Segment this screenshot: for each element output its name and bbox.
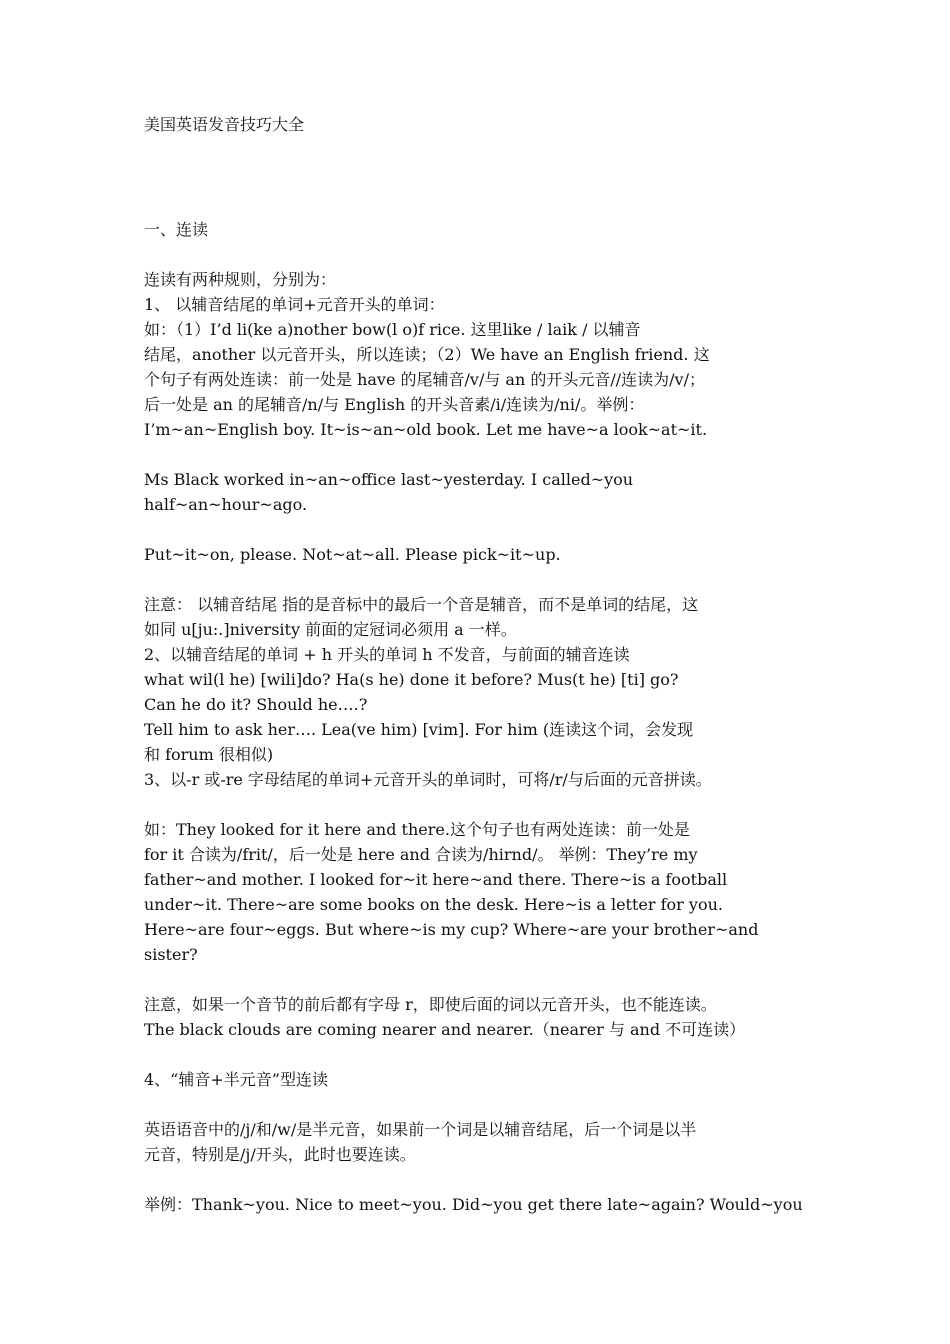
text-line: 3、以-r 或-re 字母结尾的单词+元音开头的单词时，可将/r/与后面的元音拼读。 [144, 770, 712, 789]
text-line: Put~it~on, please. Not~at~all. Please pick~it~up. [144, 545, 561, 564]
blank-line [144, 1092, 814, 1117]
document-page [144, 112, 814, 1217]
text-line: 连读有两种规则，分别为： [144, 270, 337, 289]
blank-line [144, 567, 814, 592]
text-line: 举例：Thank~you. Nice to meet~you. Did~you get there late~again? Would~you [144, 1195, 803, 1214]
text-line: sister? [144, 945, 198, 964]
text-line: 个句子有两处连读：前一处是 have 的尾辅音/v/与 an 的开头元音//连读为/v/； [144, 370, 705, 389]
text-line: The black clouds are coming nearer and nearer.（nearer 与 and 不可连读） [144, 1020, 746, 1039]
text-line: under~it. There~are some books on the desk. Here~is a letter for you. [144, 895, 723, 914]
text-line: for it 合读为/frit/，后一处是 here and 合读为/hirnd/。 举例：They’re my [144, 845, 698, 864]
text-line: Can he do it? Should he….? [144, 695, 368, 714]
text-line: what wil(l he) [wili]do? Ha(s he) done it before? Mus(t he) [ti] go? [144, 670, 679, 689]
text-line: Ms Black worked in~an~office last~yesterday. I called~you [144, 470, 634, 489]
blank-line [144, 442, 814, 467]
text-line: 2、以辅音结尾的单词 + h 开头的单词 h 不发音，与前面的辅音连读 [144, 645, 630, 664]
text-line: 1、 以辅音结尾的单词+元音开头的单词： [144, 295, 445, 314]
text-line: 后一处是 an 的尾辅音/n/与 English 的开头音素/i/连读为/ni/。举例： [144, 395, 645, 414]
text-line: half~an~hour~ago. [144, 495, 308, 514]
text-line: 结尾，another 以元音开头，所以连读；（2）We have an English friend. 这 [144, 345, 710, 364]
text-line: Here~are four~eggs. But where~is my cup? Where~are your brother~and [144, 920, 759, 939]
text-line: I’m~an~English boy. It~is~an~old book. Let me have~a look~at~it. [144, 420, 708, 439]
text-line: 一、连读 [144, 220, 209, 239]
document-title: 美国英语发音技巧大全 [144, 115, 305, 134]
blank-line [144, 242, 814, 267]
text-line: Tell him to ask her…. Lea(ve him) [vim]. For him (连读这个词，会发现 [144, 720, 694, 739]
text-line: 元音，特别是/j/开头，此时也要连读。 [144, 1145, 416, 1164]
text-line: father~and mother. I looked for~it here~and there. There~is a football [144, 870, 728, 889]
document-body [144, 217, 814, 1217]
text-line: 如：（1）I’d li(ke a)nother bow(l o)f rice. 这里like / laik / 以辅音 [144, 320, 641, 339]
text-line: 4、“辅音+半元音”型连读 [144, 1070, 328, 1089]
blank-line [144, 792, 814, 817]
blank-line [144, 517, 814, 542]
text-line: 和 forum 很相似) [144, 745, 274, 764]
text-line: 英语语音中的/j/和/w/是半元音，如果前一个词是以辅音结尾，后一个词是以半 [144, 1120, 697, 1139]
text-line: 注意： 以辅音结尾 指的是音标中的最后一个音是辅音，而不是单词的结尾，这 [144, 595, 699, 614]
blank-line [144, 1167, 814, 1192]
text-line: 注意，如果一个音节的前后都有字母 r，即使后面的词以元音开头，也不能连读。 [144, 995, 717, 1014]
blank-line [144, 1042, 814, 1067]
blank-line [144, 967, 814, 992]
text-line: 如：They looked for it here and there.这个句子也有两处连读：前一处是 [144, 820, 690, 839]
text-line: 如同 u[ju:.]niversity 前面的定冠词必须用 a 一样。 [144, 620, 517, 639]
